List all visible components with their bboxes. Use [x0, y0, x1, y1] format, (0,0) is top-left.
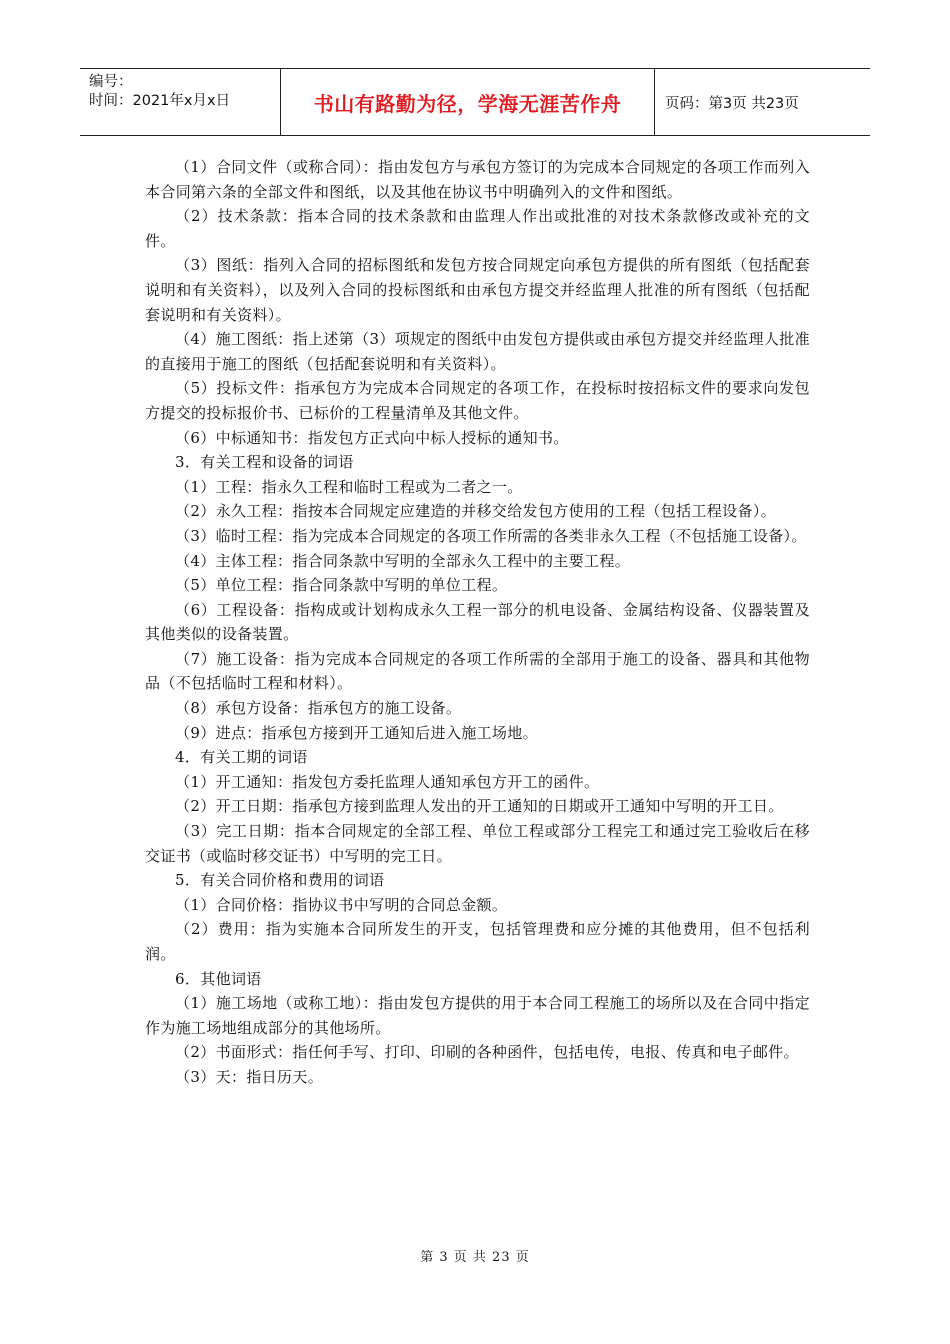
paragraph: （4）主体工程：指合同条款中写明的全部永久工程中的主要工程。	[175, 551, 631, 570]
paragraph: （2）永久工程：指按本合同规定应建造的并移交给发包方使用的工程（包括工程设备）。	[175, 502, 777, 521]
paragraph: （4）施工图纸：指上述第（3）项规定的图纸中由发包方提供或由承包方提交并经监理人批准的直接用于施工的图纸（包括配套说明和有关资料）。	[145, 330, 810, 373]
paragraph: （6）工程设备：指构成或计划构成永久工程一部分的机电设备、金属结构设备、仪器装置及其他类似的设备装置。	[145, 600, 810, 644]
paragraph: （1）施工场地（或称工地）：指由发包方提供的用于本合同工程施工的场所以及在合同中指定作为施工场地组成部分的其他场所。	[145, 994, 810, 1037]
section-heading: 6．其他词语	[175, 969, 262, 988]
paragraph: （1）合同价格：指协议书中写明的合同总金额。	[175, 895, 508, 914]
paragraph: （3）天：指日历天。	[175, 1067, 324, 1086]
paragraph: （2）书面形式：指任何手写、打印、印刷的各种函件，包括电传，电报、传真和电子邮件。	[175, 1043, 799, 1062]
paragraph: （9）进点：指承包方接到开工通知后进入施工场地。	[175, 723, 538, 742]
section-heading: 4．有关工期的词语	[175, 748, 308, 767]
paragraph: （3）完工日期：指本合同规定的全部工程、单位工程或部分工程完工和通过完工验收后在移交证书（或临时移交证书）中写明的完工日。	[145, 822, 810, 865]
paragraph: （6）中标通知书：指发包方正式向中标人授标的通知书。	[175, 428, 569, 447]
page-footer: 第 3 页 共 23 页	[420, 1250, 530, 1265]
header-meta	[80, 69, 281, 135]
paragraph: （5）单位工程：指合同条款中写明的单位工程。	[175, 576, 508, 595]
paragraph: （3）图纸：指列入合同的招标图纸和发包方按合同规定向承包方提供的所有图纸（包括配套说明和有关资料），以及列入合同的投标图纸和由承包方提交并经监理人批准的所有图纸（包括配套说明和有关资料）。	[145, 256, 810, 324]
paragraph: （5）投标文件：指承包方为完成本合同规定的各项工作，在投标时按招标文件的要求向发包方提交的投标报价书、已标价的工程量清单及其他文件。	[145, 379, 810, 422]
paragraph: （3）临时工程：指为完成本合同规定的各项工作所需的各类非永久工程（不包括施工设备）。	[175, 526, 807, 545]
document-body	[145, 155, 810, 1090]
section-heading: 3．有关工程和设备的词语	[175, 453, 354, 472]
paragraph: （1）工程：指永久工程和临时工程或为二者之一。	[175, 477, 523, 496]
header-page-info: 页码：第3页 共23页	[665, 95, 799, 112]
paragraph: （8）承包方设备：指承包方的施工设备。	[175, 699, 462, 718]
paragraph: （1）开工通知：指发包方委托监理人通知承包方开工的函件。	[175, 772, 600, 791]
paragraph: （1）合同文件（或称合同）：指由发包方与承包方签订的为完成本合同规定的各项工作而列入本合同第六条的全部文件和图纸，以及其他在协议书中明确列入的文件和图纸。	[145, 158, 810, 201]
paragraph: （2）费用：指为实施本合同所发生的开支，包括管理费和应分摊的其他费用，但不包括利润。	[145, 920, 810, 963]
paragraph: （7）施工设备：指为完成本合同规定的各项工作所需的全部用于施工的设备、器具和其他物品（不包括临时工程和材料）。	[145, 649, 810, 693]
header-motto: 书山有路勤为径，学海无涯苦作舟	[281, 69, 655, 135]
paragraph: （2）开工日期：指承包方接到监理人发出的开工通知的日期或开工通知中写明的开工日。	[175, 797, 784, 816]
section-heading: 5．有关合同价格和费用的词语	[175, 871, 385, 890]
page-header	[80, 68, 870, 136]
document-date: 时间：2021年x月x日	[89, 93, 231, 109]
paragraph: （2）技术条款：指本合同的技术条款和由监理人作出或批准的对技术条款修改或补充的文件。	[145, 207, 810, 250]
document-number-label: 编号：	[89, 74, 133, 90]
